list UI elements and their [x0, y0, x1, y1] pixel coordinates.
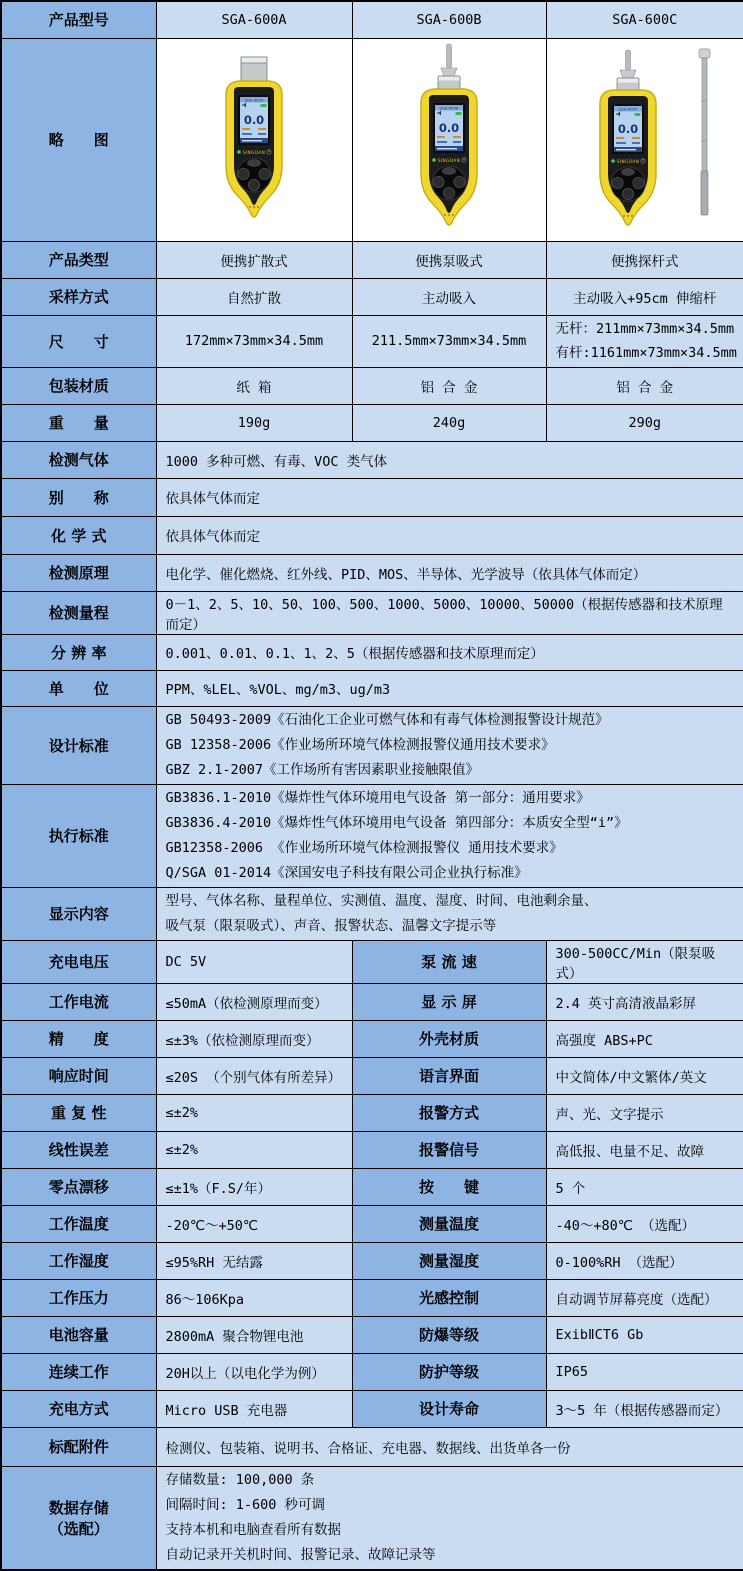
spec-label: 报警信号	[352, 1131, 546, 1168]
dimension-line: 无杆：211mm×73mm×34.5mm	[555, 321, 735, 337]
spec-label: 别 称	[1, 478, 156, 516]
spec-label: 精 度	[1, 1020, 156, 1057]
spec-value: 铝 合 金	[546, 367, 743, 404]
row-charge-voltage-pump-flow	[1, 940, 743, 983]
battery-icon	[634, 113, 640, 116]
spec-value: ≤50mA（依检测原理而变）	[156, 983, 352, 1020]
spec-value: 20H以上（以电化学为例）	[156, 1353, 352, 1390]
lcd-reading: 0.0	[438, 120, 460, 135]
spec-value: 依具体气体而定	[156, 516, 743, 554]
spec-value: Micro USB 充电器	[156, 1390, 352, 1427]
row-chemical-formula	[1, 516, 743, 554]
row-detected-gases	[1, 441, 743, 478]
lcd-timestamp	[616, 149, 636, 150]
spec-label: 连续工作	[1, 1353, 156, 1390]
row-working-temp-measure-temp	[1, 1205, 743, 1242]
lcd-model-text: SGA-600C	[618, 105, 638, 111]
spec-value: 主动吸入	[352, 278, 546, 315]
spec-value: 高强度 ABS+PC	[546, 1020, 743, 1057]
spec-value: 检测仪、包装箱、说明书、合格证、充电器、数据线、出货单各一份	[156, 1427, 743, 1466]
spec-label: 工作电流	[1, 983, 156, 1020]
spec-value: 0－1、2、5、10、50、100、500、1000、5000、10000、50000（根据传感器和技术原理而定）	[156, 591, 743, 634]
spec-label: 采样方式	[1, 278, 156, 315]
spec-value: 便携扩散式	[156, 241, 352, 278]
spec-label: 显 示 屏	[352, 983, 546, 1020]
spec-label	[1, 1466, 156, 1570]
spec-value: 依具体气体而定	[156, 478, 743, 516]
spec-label: 泵 流 速	[352, 940, 546, 983]
storage-label-line: （选配）	[48, 1519, 109, 1538]
storage-line: 支持本机和电脑查看所有数据	[165, 1521, 341, 1538]
product-model-label: 产品型号	[1, 1, 156, 38]
spec-value	[156, 887, 743, 940]
spec-label: 设计寿命	[352, 1390, 546, 1427]
spec-label: 设计标准	[1, 706, 156, 784]
spec-label: 语言界面	[352, 1057, 546, 1094]
display-line: 吸气泵（限泵吸式）、声音、报警状态、温馨文字提示等	[165, 917, 497, 934]
standard-line: GB 12358-2006《作业场所环境气体检测报警仪通用技术要求》	[165, 736, 555, 753]
spec-label: 分 辨 率	[1, 634, 156, 670]
spec-label: 光感控制	[352, 1279, 546, 1316]
spec-value	[156, 706, 743, 784]
row-dimensions	[1, 315, 743, 367]
device-a-image	[179, 47, 329, 233]
spec-value: 高低报、电量不足、故障	[546, 1131, 743, 1168]
row-working-humidity-measure-humidity	[1, 1242, 743, 1279]
spec-label: 报警方式	[352, 1094, 546, 1131]
row-response-time-language	[1, 1057, 743, 1094]
standard-line: GB3836.4-2010《爆炸性气体环境用电气设备 第四部分：本质安全型“i”》	[165, 814, 628, 831]
brand-text: SINGOAN	[437, 157, 461, 163]
dimension-line: 有杆:1161mm×73mm×34.5mm	[555, 345, 737, 361]
spec-value: 0.001、0.01、0.1、1、2、5（根据传感器和技术原理而定）	[156, 634, 743, 670]
spec-value: ≤95%RH 无结露	[156, 1242, 352, 1279]
row-units	[1, 670, 743, 706]
row-accuracy-housing	[1, 1020, 743, 1057]
spec-label: 检测原理	[1, 554, 156, 591]
spec-value: 便携探杆式	[546, 241, 743, 278]
lcd-timestamp	[242, 140, 262, 141]
spec-label: 检测量程	[1, 591, 156, 634]
spec-label: 按 键	[352, 1168, 546, 1205]
model-b-name: SGA-600B	[352, 1, 546, 38]
lcd-reading: 0.0	[243, 112, 265, 127]
row-design-standards	[1, 706, 743, 784]
row-packaging	[1, 367, 743, 404]
pump-probe	[438, 44, 460, 91]
spec-value	[156, 784, 743, 887]
device-a-cell	[156, 38, 352, 241]
device-b-cell	[352, 38, 546, 241]
row-data-storage	[1, 1466, 743, 1570]
spec-label: 零点漂移	[1, 1168, 156, 1205]
led-indicator	[611, 159, 615, 163]
spec-label: 尺 寸	[1, 315, 156, 367]
battery-icon	[456, 112, 462, 115]
led-indicator	[237, 150, 241, 154]
row-sketch	[1, 38, 743, 241]
device-c-cell	[546, 38, 743, 241]
spec-label: 重 量	[1, 404, 156, 441]
spec-label: 响应时间	[1, 1057, 156, 1094]
spec-value: 240g	[352, 404, 546, 441]
spec-value: 172mm×73mm×34.5mm	[156, 315, 352, 367]
row-alias	[1, 478, 743, 516]
spec-value: -20℃～+50℃	[156, 1205, 352, 1242]
row-detection-principle	[1, 554, 743, 591]
row-continuous-work-protection	[1, 1353, 743, 1390]
spec-value: 211.5mm×73mm×34.5mm	[352, 315, 546, 367]
spec-value: PPM、%LEL、%VOL、mg/m3、ug/m3	[156, 670, 743, 706]
spec-label: 包装材质	[1, 367, 156, 404]
spec-label: 工作压力	[1, 1279, 156, 1316]
row-working-current-display	[1, 983, 743, 1020]
spec-label: 测量温度	[352, 1205, 546, 1242]
spec-value: ≤±1%（F.S/年）	[156, 1168, 352, 1205]
spec-label: 电池容量	[1, 1316, 156, 1353]
spec-label: 外壳材质	[352, 1020, 546, 1057]
spec-label: 工作温度	[1, 1205, 156, 1242]
spec-label: 标配附件	[1, 1427, 156, 1466]
device-b-image	[374, 41, 524, 239]
storage-line: 存储数量: 100,000 条	[165, 1471, 315, 1488]
spec-value: ≤±2%	[156, 1131, 352, 1168]
spec-value	[546, 315, 743, 367]
storage-line: 自动记录开关机时间、报警记录、故障记录等	[165, 1546, 436, 1563]
spec-value: -40～+80℃ （选配）	[546, 1205, 743, 1242]
spec-value: 声、光、文字提示	[546, 1094, 743, 1131]
row-standard-accessories	[1, 1427, 743, 1466]
brand-text: SINGOAN	[616, 158, 639, 164]
spec-value: IP65	[546, 1353, 743, 1390]
spec-value: 0-100%RH （选配）	[546, 1242, 743, 1279]
spec-value: ≤±3%（依检测原理而变）	[156, 1020, 352, 1057]
spec-value: 5 个	[546, 1168, 743, 1205]
spec-value: ExibⅡCT6 Gb	[546, 1316, 743, 1353]
row-working-pressure-light-control	[1, 1279, 743, 1316]
spec-label: 检测气体	[1, 441, 156, 478]
row-charging-method-design-life	[1, 1390, 743, 1427]
standard-line: GB3836.1-2010《爆炸性气体环境用电气设备 第一部分：通用要求》	[165, 789, 590, 806]
spec-label: 重 复 性	[1, 1094, 156, 1131]
spec-label: 产品类型	[1, 241, 156, 278]
device-c-image	[561, 41, 729, 239]
model-c-name: SGA-600C	[546, 1, 743, 38]
spec-label: 防护等级	[352, 1353, 546, 1390]
spec-label: 执行标准	[1, 784, 156, 887]
spec-value: 190g	[156, 404, 352, 441]
sketch-label: 略 图	[1, 38, 156, 241]
display-line: 型号、气体名称、量程单位、实测值、温度、湿度、时间、电池剩余量、	[165, 892, 598, 909]
spec-value: ≤±2%	[156, 1094, 352, 1131]
standard-line: Q/SGA 01-2014《深国安电子科技有限公司企业执行标准》	[165, 864, 528, 881]
standard-line: GB 50493-2009《石油化工企业可燃气体和有毒气体检测报警设计规范》	[165, 711, 609, 728]
battery-icon	[261, 104, 267, 107]
spec-label: 充电方式	[1, 1390, 156, 1427]
spec-value: 2800mA 聚合物锂电池	[156, 1316, 352, 1353]
spec-label: 显示内容	[1, 887, 156, 940]
storage-label-line: 数据存储	[48, 1498, 109, 1517]
spec-value: 铝 合 金	[352, 367, 546, 404]
row-product-model	[1, 1, 743, 38]
spec-value: 自然扩散	[156, 278, 352, 315]
spec-value: 2.4 英寸高清液晶彩屏	[546, 983, 743, 1020]
keypad	[611, 167, 645, 201]
led-indicator	[432, 158, 436, 162]
spec-label: 防爆等级	[352, 1316, 546, 1353]
row-resolution	[1, 634, 743, 670]
row-display-content	[1, 887, 743, 940]
storage-line: 间隔时间: 1-600 秒可调	[165, 1496, 326, 1513]
spec-label: 工作湿度	[1, 1242, 156, 1279]
row-weight	[1, 404, 743, 441]
spec-value: 3～5 年（根据传感器而定）	[546, 1390, 743, 1427]
brand-text: SINGOAN	[242, 149, 266, 155]
lcd-reading: 0.0	[617, 121, 638, 136]
pump-probe	[617, 50, 639, 92]
keypad	[432, 166, 466, 200]
spec-label: 充电电压	[1, 940, 156, 983]
spec-value: 自动调节屏幕亮度（选配）	[546, 1279, 743, 1316]
lcd-model-text: SGA-600A	[244, 96, 264, 102]
spec-value: DC 5V	[156, 940, 352, 983]
row-battery-explosion-proof	[1, 1316, 743, 1353]
spec-value: 1000 多种可燃、有毒、VOC 类气体	[156, 441, 743, 478]
row-detection-range	[1, 591, 743, 634]
spec-value: 290g	[546, 404, 743, 441]
row-repeatability-alarm-mode	[1, 1094, 743, 1131]
row-execution-standards	[1, 784, 743, 887]
spec-label: 单 位	[1, 670, 156, 706]
standard-line: GBZ 2.1-2007《工作场所有害因素职业接触限值》	[165, 761, 480, 778]
row-product-type	[1, 241, 743, 278]
telescopic-rod	[699, 49, 710, 215]
spec-label: 化 学 式	[1, 516, 156, 554]
spec-value: 电化学、催化燃烧、红外线、PID、MOS、半导体、光学波导（依具体气体而定）	[156, 554, 743, 591]
spec-value: ≤20S （个别气体有所差异）	[156, 1057, 352, 1094]
model-a-name: SGA-600A	[156, 1, 352, 38]
spec-value	[156, 1466, 743, 1570]
standard-line: GB12358-2006 《作业场所环境气体检测报警仪 通用技术要求》	[165, 839, 563, 856]
keypad	[237, 158, 271, 192]
spec-label: 线性误差	[1, 1131, 156, 1168]
spec-value: 86～106Kpa	[156, 1279, 352, 1316]
spec-label: 测量湿度	[352, 1242, 546, 1279]
row-sampling-method	[1, 278, 743, 315]
spec-value: 主动吸入+95cm 伸缩杆	[546, 278, 743, 315]
lcd-model-text: SGA-600B	[439, 104, 459, 110]
spec-value: 便携泵吸式	[352, 241, 546, 278]
sensor-cap	[241, 57, 267, 81]
lcd-timestamp	[437, 148, 457, 149]
row-zero-drift-buttons	[1, 1168, 743, 1205]
spec-value: 中文简体/中文繁体/英文	[546, 1057, 743, 1094]
spec-value: 纸 箱	[156, 367, 352, 404]
spec-value: 300-500CC/Min（限泵吸式）	[546, 940, 743, 983]
row-linearity-alarm-signal	[1, 1131, 743, 1168]
